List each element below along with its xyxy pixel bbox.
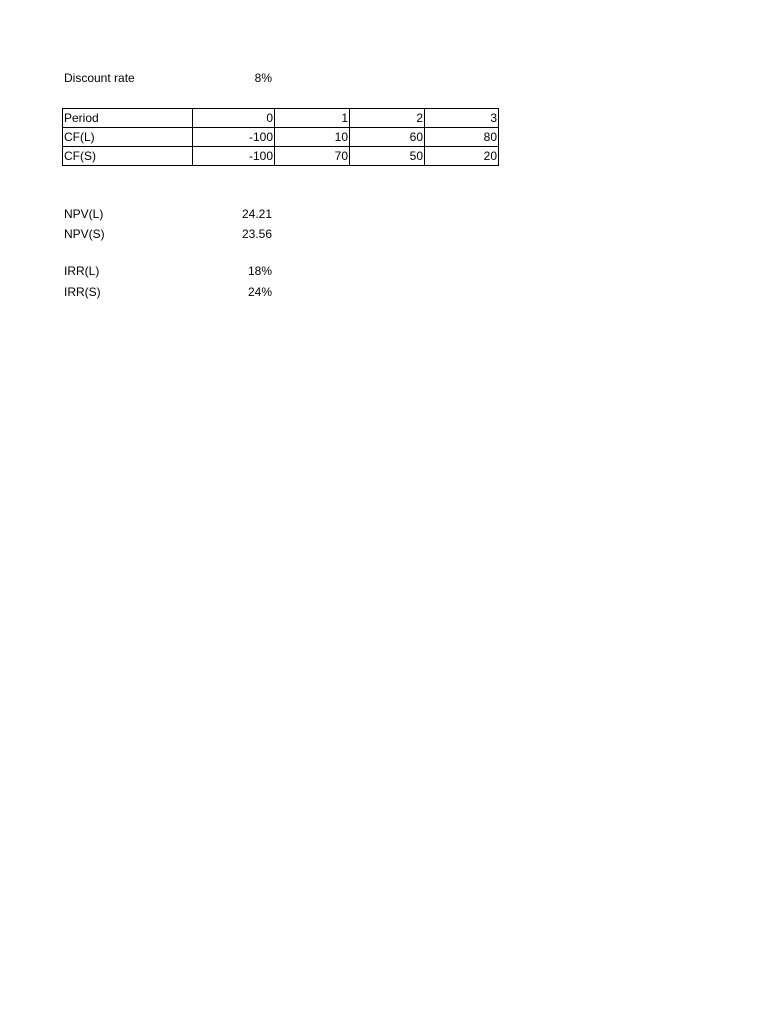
discount-rate-value: 8% (254, 71, 272, 85)
cf-l-period-0: -100 (193, 128, 275, 147)
discount-rate-label: Discount rate (64, 71, 135, 85)
irr-s-label: IRR(S) (64, 285, 101, 299)
cf-s-label: CF(S) (63, 147, 193, 166)
cf-l-label: CF(L) (63, 128, 193, 147)
irr-s-value: 24% (247, 285, 272, 299)
table-row-cf-l (63, 128, 499, 147)
cf-s-period-0: -100 (193, 147, 275, 166)
cf-s-period-3: 20 (425, 147, 499, 166)
table-row-cf-s (63, 147, 499, 166)
period-header: Period (63, 109, 193, 128)
period-0: 0 (193, 109, 275, 128)
cf-l-period-2: 60 (350, 128, 425, 147)
period-3: 3 (425, 109, 499, 128)
period-1: 1 (275, 109, 350, 128)
cf-l-period-1: 10 (275, 128, 350, 147)
period-2: 2 (350, 109, 425, 128)
cashflow-table (62, 108, 499, 166)
npv-l-value: 24.21 (241, 207, 272, 221)
irr-l-value: 18% (247, 264, 272, 278)
irr-l-label: IRR(L) (64, 264, 100, 278)
cf-s-period-2: 50 (350, 147, 425, 166)
npv-s-label: NPV(S) (64, 227, 105, 241)
cf-l-period-3: 80 (425, 128, 499, 147)
table-row-period (63, 109, 499, 128)
cf-s-period-1: 70 (275, 147, 350, 166)
npv-s-value: 23.56 (241, 227, 272, 241)
npv-l-label: NPV(L) (64, 207, 104, 221)
